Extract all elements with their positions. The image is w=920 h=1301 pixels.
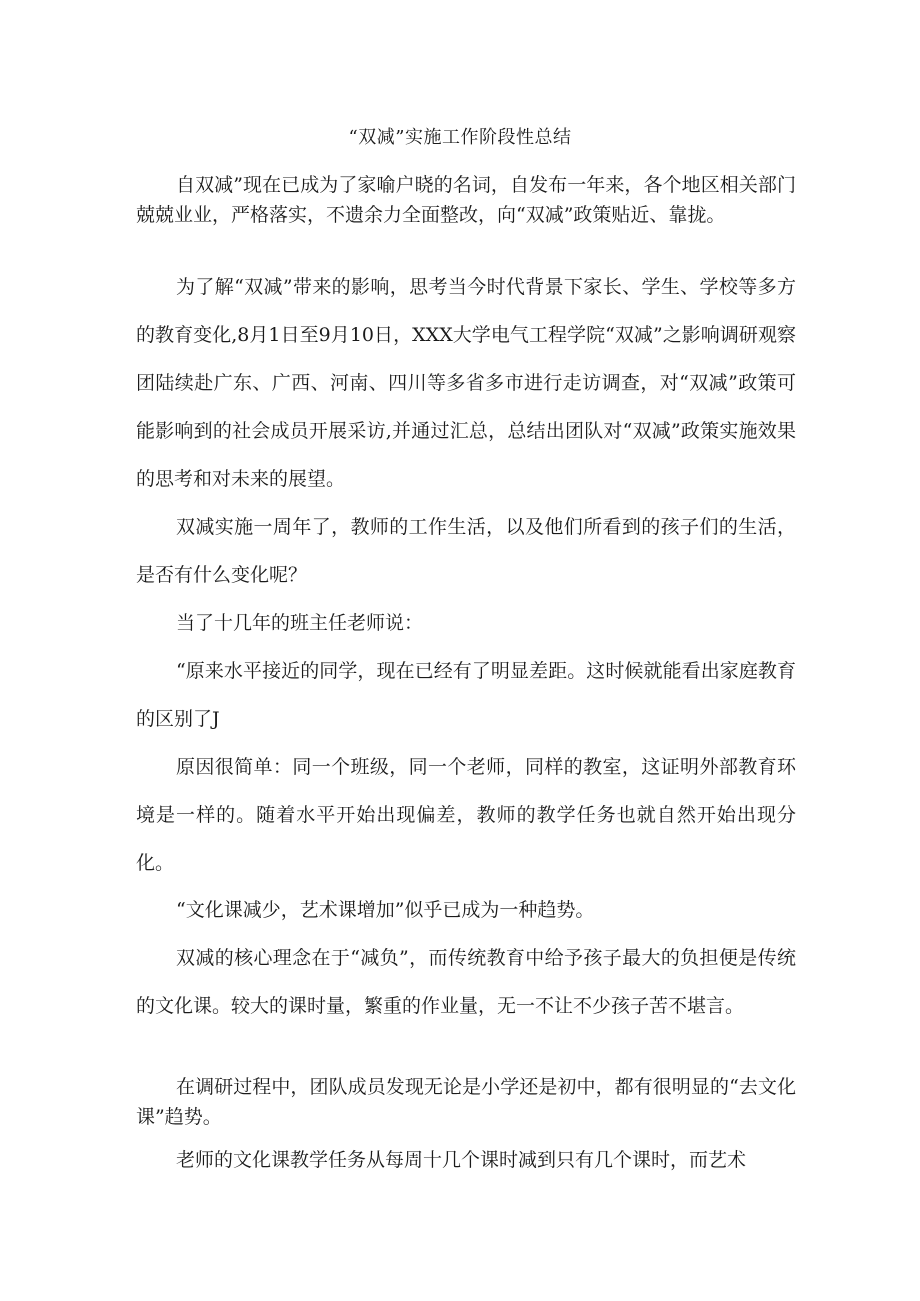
paragraph-9: 在调研过程中，团队成员发现无论是小学还是初中，都有很明显的“去文化课”趋势。 (136, 1076, 796, 1128)
paragraph-6: 原因很简单：同一个班级，同一个老师，同样的教室，这证明外部教育环境是一样的。随着水平开始出现偏差，教师的教学任务也就自然开始出现分化。 (136, 756, 796, 874)
paragraph-8: 双减的核心理念在于“减负”，而传统教育中给予孩子最大的负担便是传统的文化课。较大的课时量，繁重的作业量，无一不让不少孩子苦不堪言。 (136, 947, 796, 1017)
document-title: “双减”实施工作阶段性总结 (348, 127, 572, 148)
paragraph-5: “原来水平接近的同学，现在已经有了明显差距。这时候就能看出家庭教育的区别了J (136, 660, 796, 730)
paragraph-4: 当了十几年的班主任老师说： (176, 612, 424, 634)
paragraph-3: 双减实施一周年了，教师的工作生活，以及他们所看到的孩子们的生活，是否有什么变化呢？ (136, 516, 796, 586)
paragraph-2: 为了解“双减”带来的影响，思考当今时代背景下家长、学生、学校等多方的教育变化,8月1日至9月10日，XXX大学电气工程学院“双减”之影响调研观察团陆续赴广东、广西、河南、四川等多省多市进行走访调查，对“双减”政策可能影响到的社会成员开展采访,并通过汇总，总结出团队对“双减”政策实施效果的思考和对未来的展望。 (136, 276, 796, 490)
paragraph-10: 老师的文化课教学任务从每周十几个课时减到只有几个课时，而艺术 (176, 1149, 747, 1171)
paragraph-7: “文化课减少，艺术课增加”似乎已成为一种趋势。 (176, 899, 595, 921)
paragraph-1: 自双减”现在已成为了家喻户晓的名词，自发布一年来，各个地区相关部门兢兢业业，严格落实，不遗余力全面整改，向“双减”政策贴近、靠拢。 (136, 174, 796, 226)
